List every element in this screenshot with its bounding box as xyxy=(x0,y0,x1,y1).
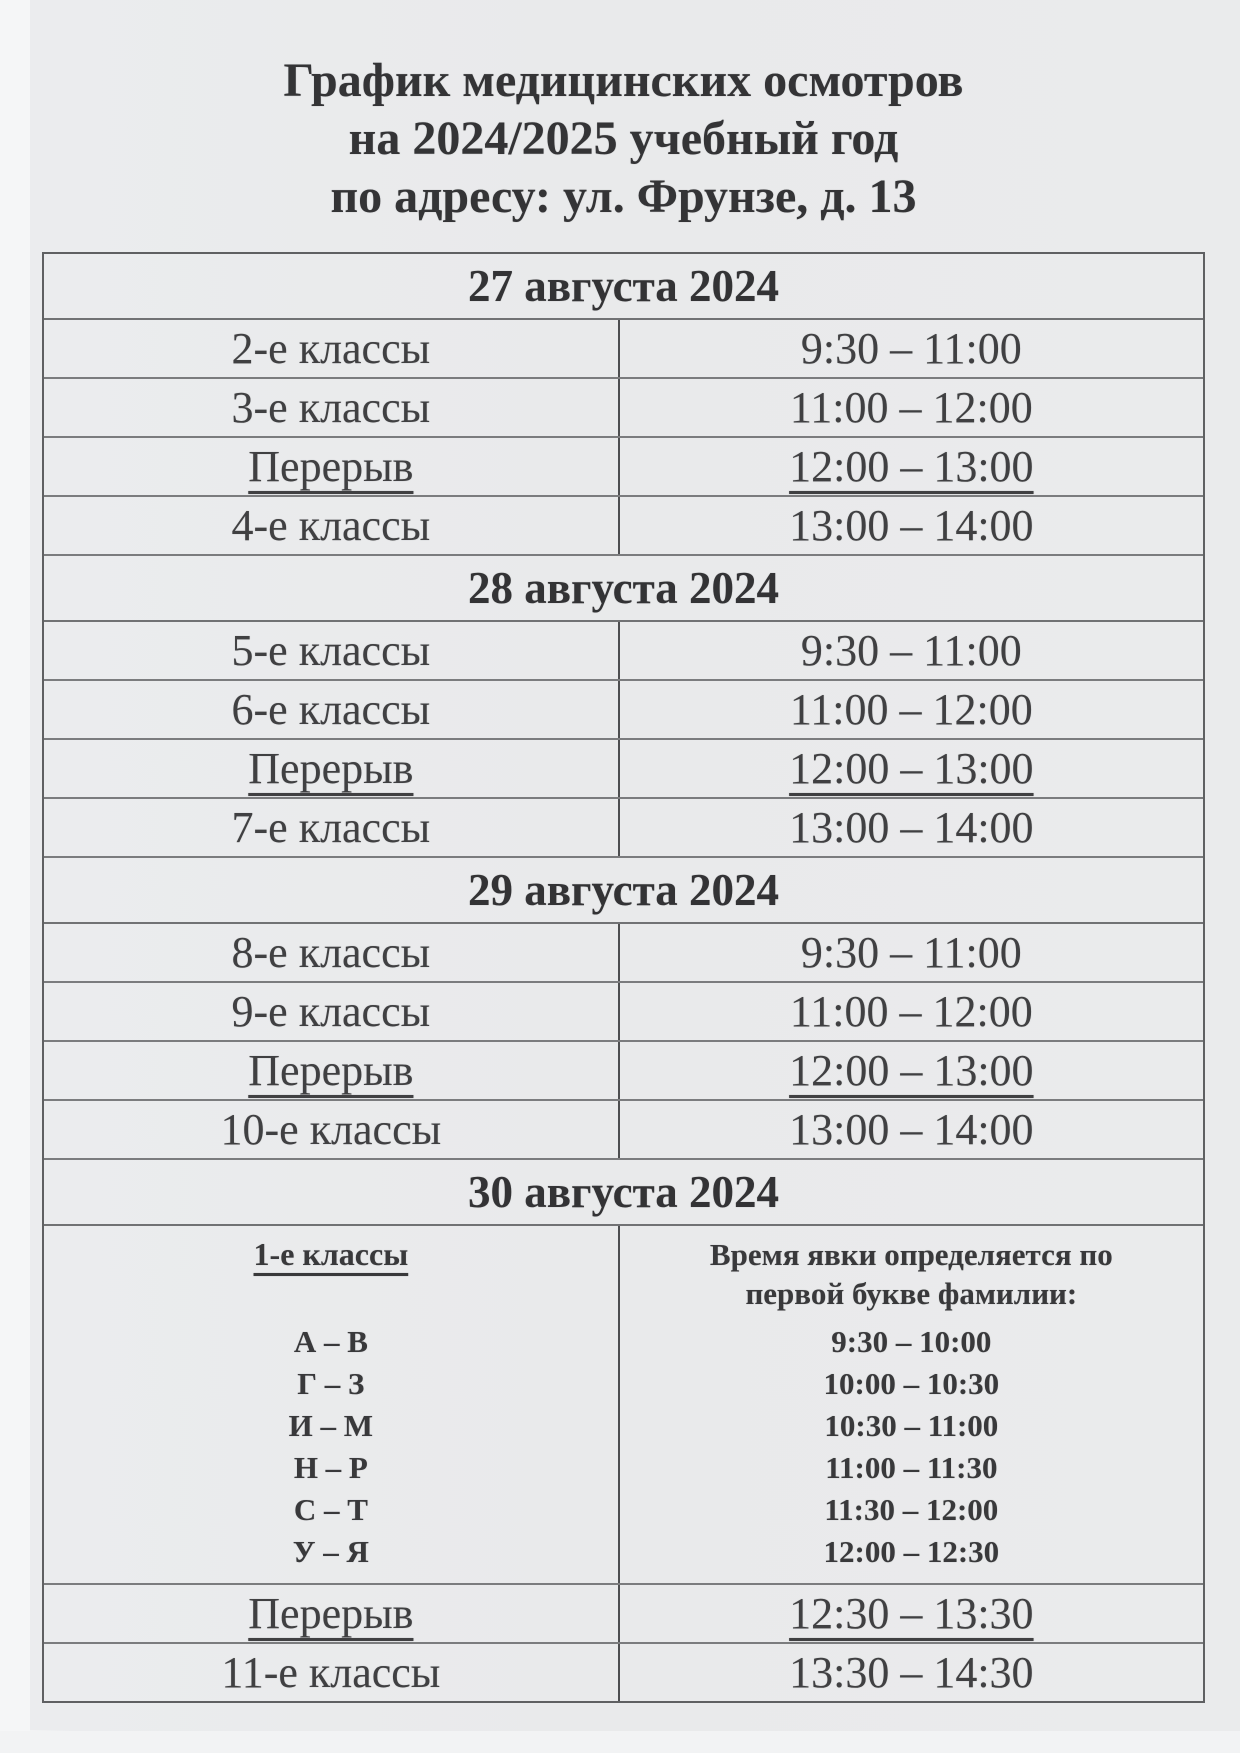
time-cell xyxy=(618,379,1203,436)
class-label: 10-е классы xyxy=(220,1105,442,1154)
time-value: 11:00 – 12:00 xyxy=(789,685,1033,734)
time-value: 11:00 – 12:00 xyxy=(789,383,1033,432)
letter-range-line xyxy=(824,1363,1000,1405)
time-value: 12:00 – 13:00 xyxy=(789,1046,1034,1095)
schedule-row xyxy=(44,438,1203,497)
date-section-header xyxy=(44,254,1203,320)
time-cell xyxy=(618,1101,1203,1158)
class-cell xyxy=(44,983,618,1040)
schedule-row xyxy=(44,1101,1203,1160)
class-cell xyxy=(44,379,618,436)
schedule-row xyxy=(44,1644,1203,1701)
class-label: Перерыв xyxy=(248,442,414,491)
schedule-row xyxy=(44,622,1203,681)
schedule-table xyxy=(42,252,1205,1703)
class-cell xyxy=(44,320,618,377)
time-value: 9:30 – 11:00 xyxy=(800,324,1022,373)
class-cell xyxy=(44,740,618,797)
class-cell xyxy=(44,799,618,856)
class-label: 8-е классы xyxy=(231,928,431,977)
class-label: Перерыв xyxy=(248,1589,414,1638)
letter-range-line xyxy=(294,1489,368,1531)
title-line-3: по адресу: ул. Фрунзе, д. 13 xyxy=(330,170,917,223)
time-value: 12:30 – 13:30 xyxy=(789,1589,1034,1638)
date-section-header xyxy=(44,858,1203,924)
first-grade-letters-column xyxy=(44,1226,618,1583)
date-text: 27 августа 2024 xyxy=(468,261,779,311)
letter-range-line xyxy=(824,1531,1000,1573)
letter-range-line xyxy=(289,1405,373,1447)
time-cell xyxy=(618,1585,1203,1642)
class-cell xyxy=(44,1042,618,1099)
schedule-row xyxy=(44,799,1203,858)
letter-range-line xyxy=(824,1489,998,1531)
time-value: 9:30 – 11:00 xyxy=(800,928,1022,977)
time-value: 13:00 – 14:00 xyxy=(789,1105,1034,1154)
letter-range-line xyxy=(831,1321,991,1363)
time-value: 13:00 – 14:00 xyxy=(789,803,1034,852)
class-label: 5-е классы xyxy=(231,626,431,675)
schedule-row xyxy=(44,924,1203,983)
class-cell xyxy=(44,497,618,554)
class-cell xyxy=(44,1644,618,1701)
letter-time: 10:30 – 11:00 xyxy=(824,1408,999,1443)
letter-range: А – В xyxy=(293,1324,368,1359)
attendance-note-cell xyxy=(681,1226,1141,1321)
class-label: 9-е классы xyxy=(231,987,431,1036)
time-value: 9:30 – 11:00 xyxy=(800,626,1022,675)
letter-time: 9:30 – 10:00 xyxy=(831,1324,992,1359)
time-value: 12:00 – 13:00 xyxy=(789,744,1034,793)
first-grade-times-column xyxy=(618,1226,1203,1583)
letter-time: 10:00 – 10:30 xyxy=(823,1366,1000,1401)
class-label: 6-е классы xyxy=(231,685,431,734)
time-cell xyxy=(618,622,1203,679)
time-value: 13:00 – 14:00 xyxy=(789,501,1034,550)
letter-range: Г – З xyxy=(297,1366,365,1401)
letter-time: 11:30 – 12:00 xyxy=(824,1492,999,1527)
date-text: 30 августа 2024 xyxy=(468,1167,779,1217)
time-value: 11:00 – 12:00 xyxy=(789,987,1033,1036)
letter-range: С – Т xyxy=(293,1492,368,1527)
time-cell xyxy=(618,799,1203,856)
schedule-row xyxy=(44,497,1203,556)
title-line-1: График медицинских осмотров xyxy=(283,54,964,107)
letter-range-line xyxy=(293,1531,369,1573)
letter-time: 12:00 – 12:30 xyxy=(823,1534,1000,1569)
schedule-row xyxy=(44,681,1203,740)
document-title xyxy=(42,52,1205,226)
first-grade-header-cell xyxy=(254,1226,409,1321)
class-label: 2-е классы xyxy=(231,324,431,373)
class-label: Перерыв xyxy=(248,1046,414,1095)
time-cell xyxy=(618,1644,1203,1701)
time-cell xyxy=(618,497,1203,554)
class-label: 4-е классы xyxy=(231,501,431,550)
time-cell xyxy=(618,320,1203,377)
letter-range-line xyxy=(297,1363,364,1405)
letter-range-line xyxy=(294,1321,368,1363)
schedule-row xyxy=(44,379,1203,438)
time-cell xyxy=(618,740,1203,797)
date-section-header xyxy=(44,556,1203,622)
letter-range-line xyxy=(294,1447,368,1489)
class-cell xyxy=(44,681,618,738)
letter-range: И – М xyxy=(288,1408,374,1443)
time-value: 13:30 – 14:30 xyxy=(789,1648,1034,1697)
time-value: 12:00 – 13:00 xyxy=(789,442,1034,491)
attendance-note: Время явки определяется по первой букве фамилии: xyxy=(709,1237,1113,1311)
schedule-row xyxy=(44,1042,1203,1101)
time-cell xyxy=(618,681,1203,738)
schedule-row xyxy=(44,320,1203,379)
schedule-row xyxy=(44,1585,1203,1644)
date-text: 29 августа 2024 xyxy=(468,865,779,915)
time-cell xyxy=(618,1042,1203,1099)
class-label: 3-е классы xyxy=(231,383,431,432)
class-cell xyxy=(44,924,618,981)
class-cell xyxy=(44,1101,618,1158)
class-label: 7-е классы xyxy=(231,803,431,852)
letter-range: Н – Р xyxy=(293,1450,368,1485)
time-cell xyxy=(618,983,1203,1040)
letter-range-line xyxy=(825,1447,997,1489)
time-cell xyxy=(618,438,1203,495)
letter-range: У – Я xyxy=(292,1534,369,1569)
scan-bottom-edge xyxy=(0,1731,1240,1753)
schedule-row xyxy=(44,983,1203,1042)
time-cell xyxy=(618,924,1203,981)
class-cell xyxy=(44,622,618,679)
class-label: Перерыв xyxy=(248,744,414,793)
title-line-2: на 2024/2025 учебный год xyxy=(348,112,899,165)
class-label: 11-е классы xyxy=(221,1648,441,1697)
letter-range-line xyxy=(824,1405,998,1447)
date-section-header xyxy=(44,1160,1203,1226)
letter-time: 11:00 – 11:30 xyxy=(825,1450,998,1485)
first-grade-block xyxy=(44,1226,1203,1585)
date-text: 28 августа 2024 xyxy=(468,563,779,613)
first-grade-label: 1-е классы xyxy=(253,1236,409,1272)
class-cell xyxy=(44,438,618,495)
schedule-row xyxy=(44,740,1203,799)
class-cell xyxy=(44,1585,618,1642)
